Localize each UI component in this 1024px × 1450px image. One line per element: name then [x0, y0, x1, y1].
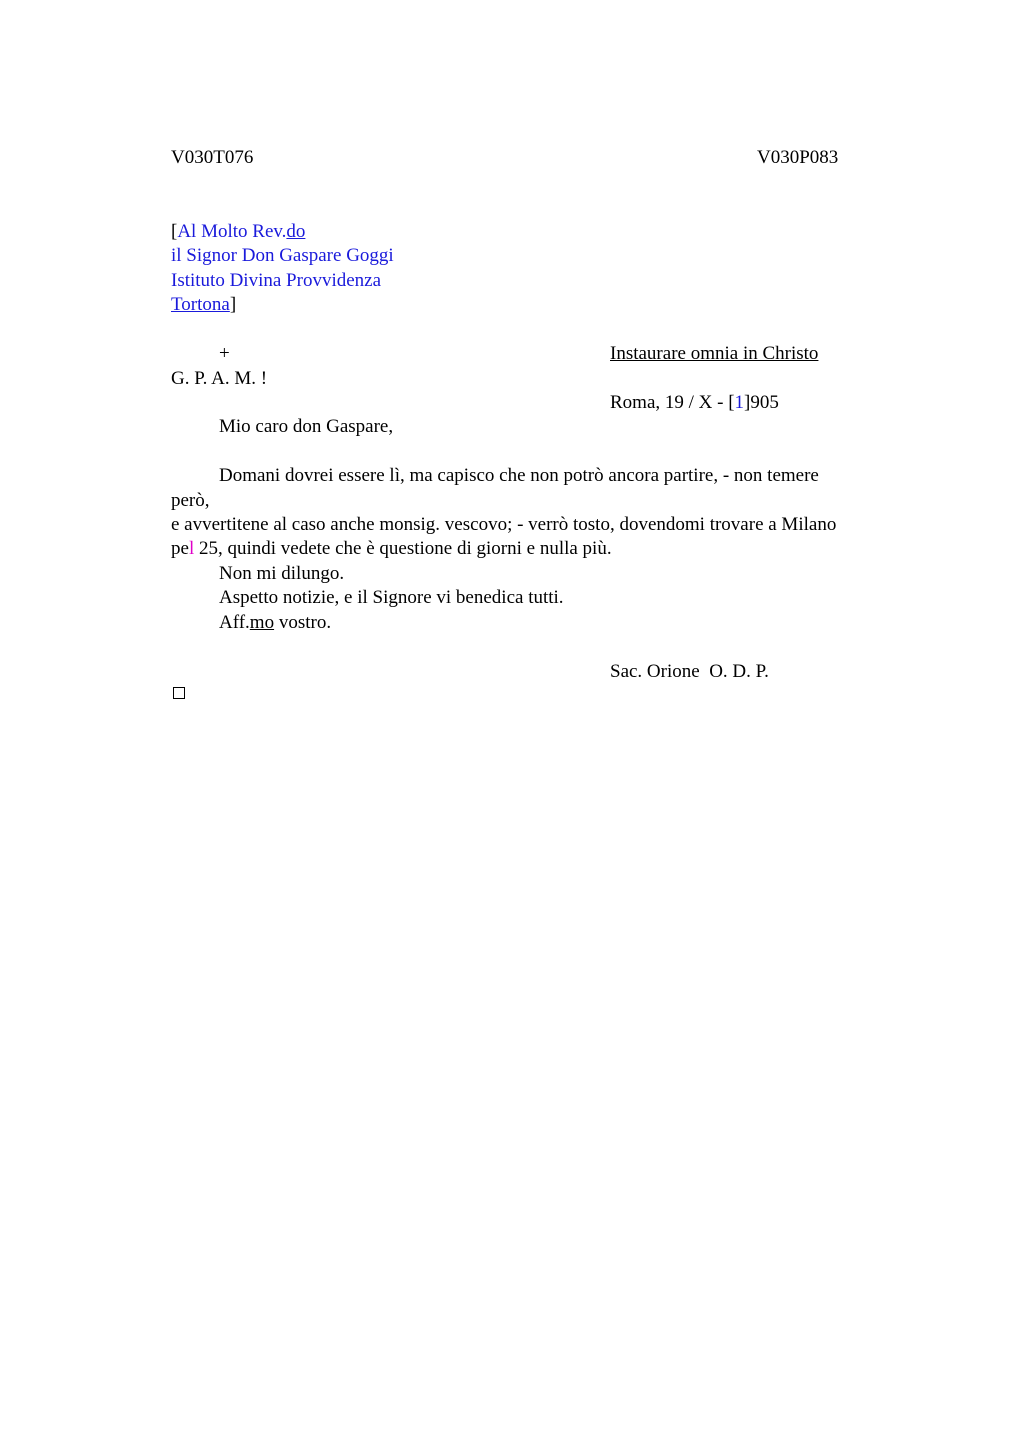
- open-bracket: [: [171, 221, 178, 242]
- body-line-6: Aspetto notizie, e il Signore vi benedica tutti.: [219, 587, 564, 608]
- date-suffix: ]905: [744, 392, 779, 413]
- address-line-2: il Signor Don Gaspare Goggi: [171, 245, 394, 266]
- address-city: Tortona: [171, 294, 230, 315]
- cross-symbol: +: [219, 343, 230, 364]
- closing-abbrev: Aff.: [219, 612, 250, 633]
- body-line-4: [171, 537, 612, 561]
- date-prefix: Roma, 19 / X - [: [610, 392, 735, 413]
- signature: Sac. Orione O. D. P.: [610, 661, 769, 682]
- motto: Instaurare omnia in Christo: [610, 343, 819, 364]
- address-title-abbrev: do: [286, 221, 306, 242]
- address-line-1: [171, 220, 305, 244]
- salutation: Mio caro don Gaspare,: [219, 416, 394, 437]
- closing-abbrev-sup: mo: [249, 612, 275, 633]
- address-title: Al Molto Rev.: [177, 221, 287, 242]
- document-code-right: V030P083: [757, 147, 839, 168]
- body-line-1: Domani dovrei essere lì, ma capisco che non potrò ancora partire, - non temere: [219, 465, 819, 486]
- close-bracket: ]: [229, 294, 237, 315]
- invocation: G. P. A. M. !: [171, 368, 268, 389]
- body-line-3: e avvertitene al caso anche monsig. vescovo; - verrò tosto, dovendomi trovare a Milano: [171, 514, 837, 535]
- body-line-2: però,: [171, 490, 210, 511]
- date-editorial-digit: 1: [734, 392, 745, 413]
- square-box-icon: [173, 687, 185, 699]
- address-line-3: Istituto Divina Provvidenza: [171, 270, 382, 291]
- address-line-4: [171, 293, 236, 317]
- document-code-left: V030T076: [171, 147, 254, 168]
- closing-line: [219, 611, 331, 635]
- letter-date: [610, 391, 779, 415]
- body-line-4-start: pe: [171, 538, 189, 559]
- closing-word: vostro.: [274, 612, 332, 633]
- editorial-mark: l: [188, 538, 195, 559]
- body-line-4-rest: 25, quindi vedete che è questione di giorni e nulla più.: [194, 538, 612, 559]
- body-line-5: Non mi dilungo.: [219, 563, 345, 584]
